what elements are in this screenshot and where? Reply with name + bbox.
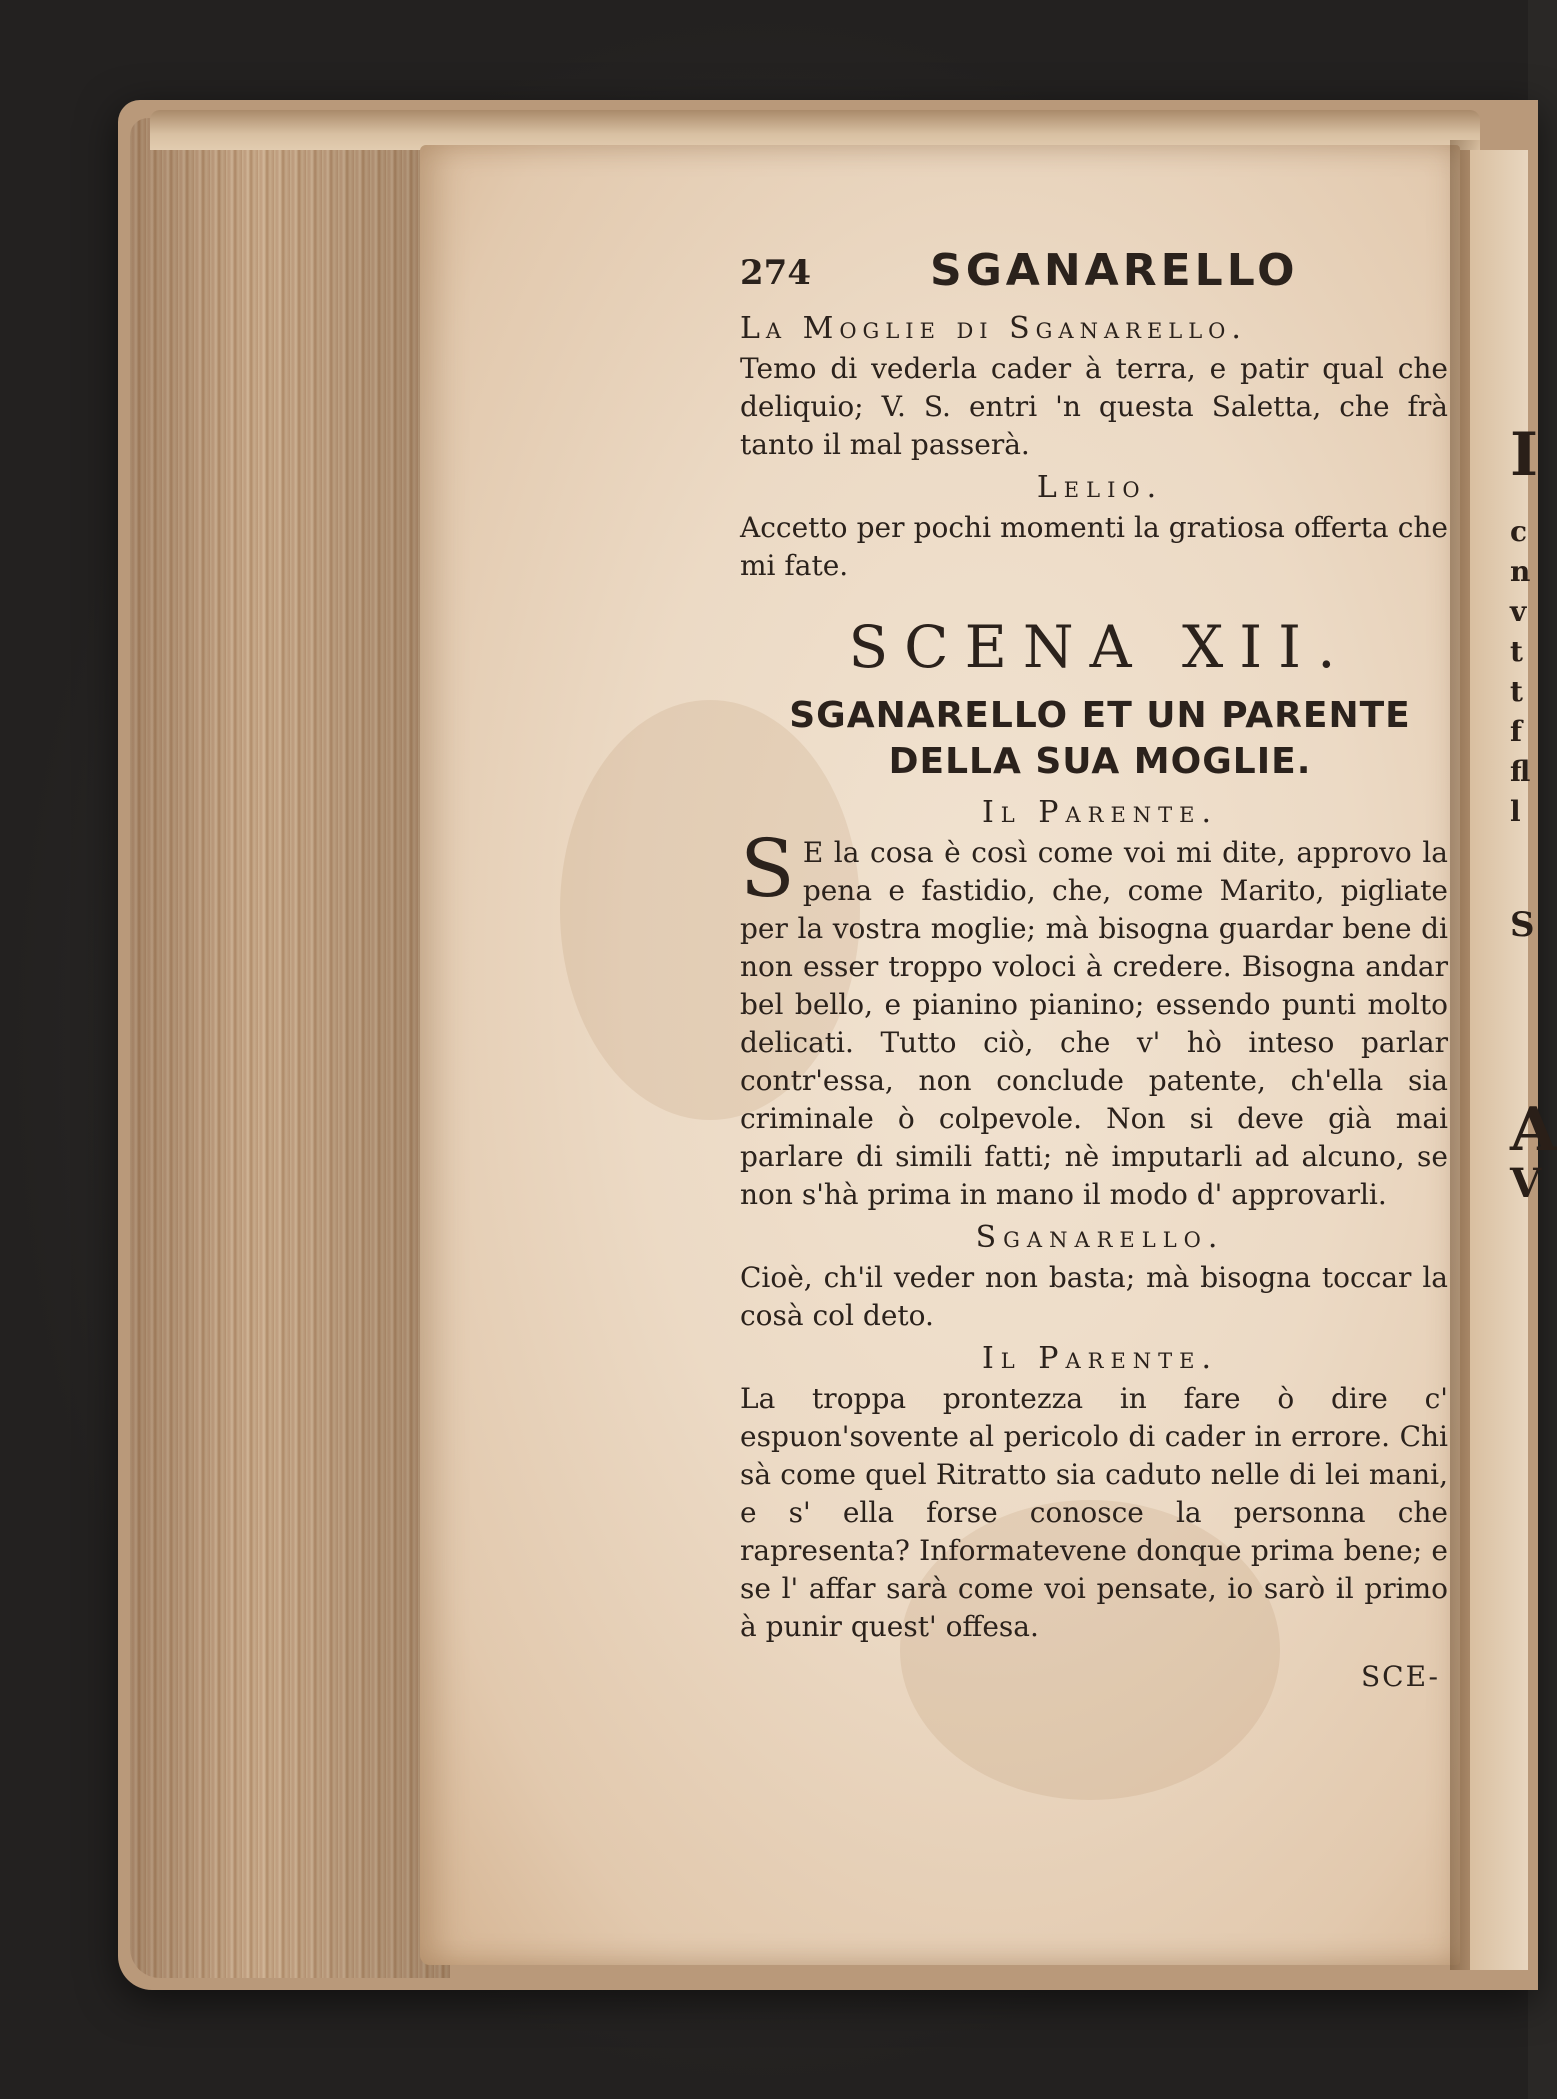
speech-text: Accetto per pochi momenti la gratiosa offerta che mi fate.	[740, 511, 1448, 582]
facing-glyph: l	[1510, 795, 1521, 828]
facing-glyph: c	[1510, 515, 1528, 548]
page-edges-top	[150, 110, 1480, 150]
page-edges-shadow	[130, 118, 450, 1978]
scene-subtitle: SGANARELLO ET UN PARENTE DELLA SUA MOGLIE.	[789, 695, 1411, 782]
page-text	[740, 245, 1460, 1693]
facing-glyph: I	[1510, 420, 1539, 490]
catchword: SCE-	[1360, 1660, 1440, 1693]
speech-paragraph	[740, 822, 1448, 1214]
facing-glyph: v	[1510, 595, 1527, 628]
speech-text: Cioè, ch'il veder non basta; mà bisogna toccar la cosà col deto.	[740, 1261, 1448, 1332]
facing-glyph: t	[1510, 675, 1523, 708]
scene-title: SCENA XII.	[848, 613, 1352, 681]
facing-glyph: fl	[1510, 755, 1531, 788]
facing-glyph: A	[1510, 1095, 1557, 1165]
speaker-name: Il Parente.	[981, 1341, 1219, 1376]
speech-text: La troppa prontezza in fare ò dire c' espuon'sovente al pericolo di cader in errore. Chi sà come quel Ritratto sia caduto nelle di lei mani, e s' ella forse conosce la personna che rapresenta? Informatevene donque prima bene; e se l' affar sarà come voi pensate, io sarò il primo à punir quest' offesa.	[740, 1382, 1448, 1643]
running-title: SGANARELLO	[930, 245, 1299, 296]
facing-glyph: f	[1510, 715, 1523, 748]
speaker-name: La Moglie di Sganarello.	[740, 311, 1247, 346]
speaker-name: Sganarello.	[975, 1220, 1225, 1255]
drop-cap: S	[740, 822, 795, 915]
speaker-name: Lelio.	[1036, 470, 1164, 505]
speech-text: E la cosa è così come voi mi dite, approvo la pena e fastidio, che, come Marito, pigliate per la vostra moglie; mà bisogna guardar bene di non esser troppo voloci à credere. Bisogna andar bel bello, e pianino pianino; essendo punti molto delicati. Tutto ciò, che v' hò inteso parlar contr'essa, non conclude patente, ch'ella sia criminale ò colpevole. Non si deve già mai parlare di simili fatti; nè imputarli ad alcuno, se non s'hà prima in mano il modo d' approvarli.	[740, 836, 1448, 1211]
facing-glyph: V	[1510, 1160, 1542, 1207]
speech-text: Temo di vederla cader à terra, e patir qual che deliquio; V. S. entri 'n questa Saletta, che frà tanto il mal passerà.	[740, 352, 1448, 461]
facing-glyph: n	[1510, 555, 1531, 588]
running-head	[740, 245, 1460, 305]
facing-glyph: S	[1510, 905, 1535, 945]
facing-glyph: t	[1510, 635, 1523, 668]
speaker-name: Il Parente.	[981, 795, 1219, 830]
page-number: 274	[740, 253, 811, 293]
